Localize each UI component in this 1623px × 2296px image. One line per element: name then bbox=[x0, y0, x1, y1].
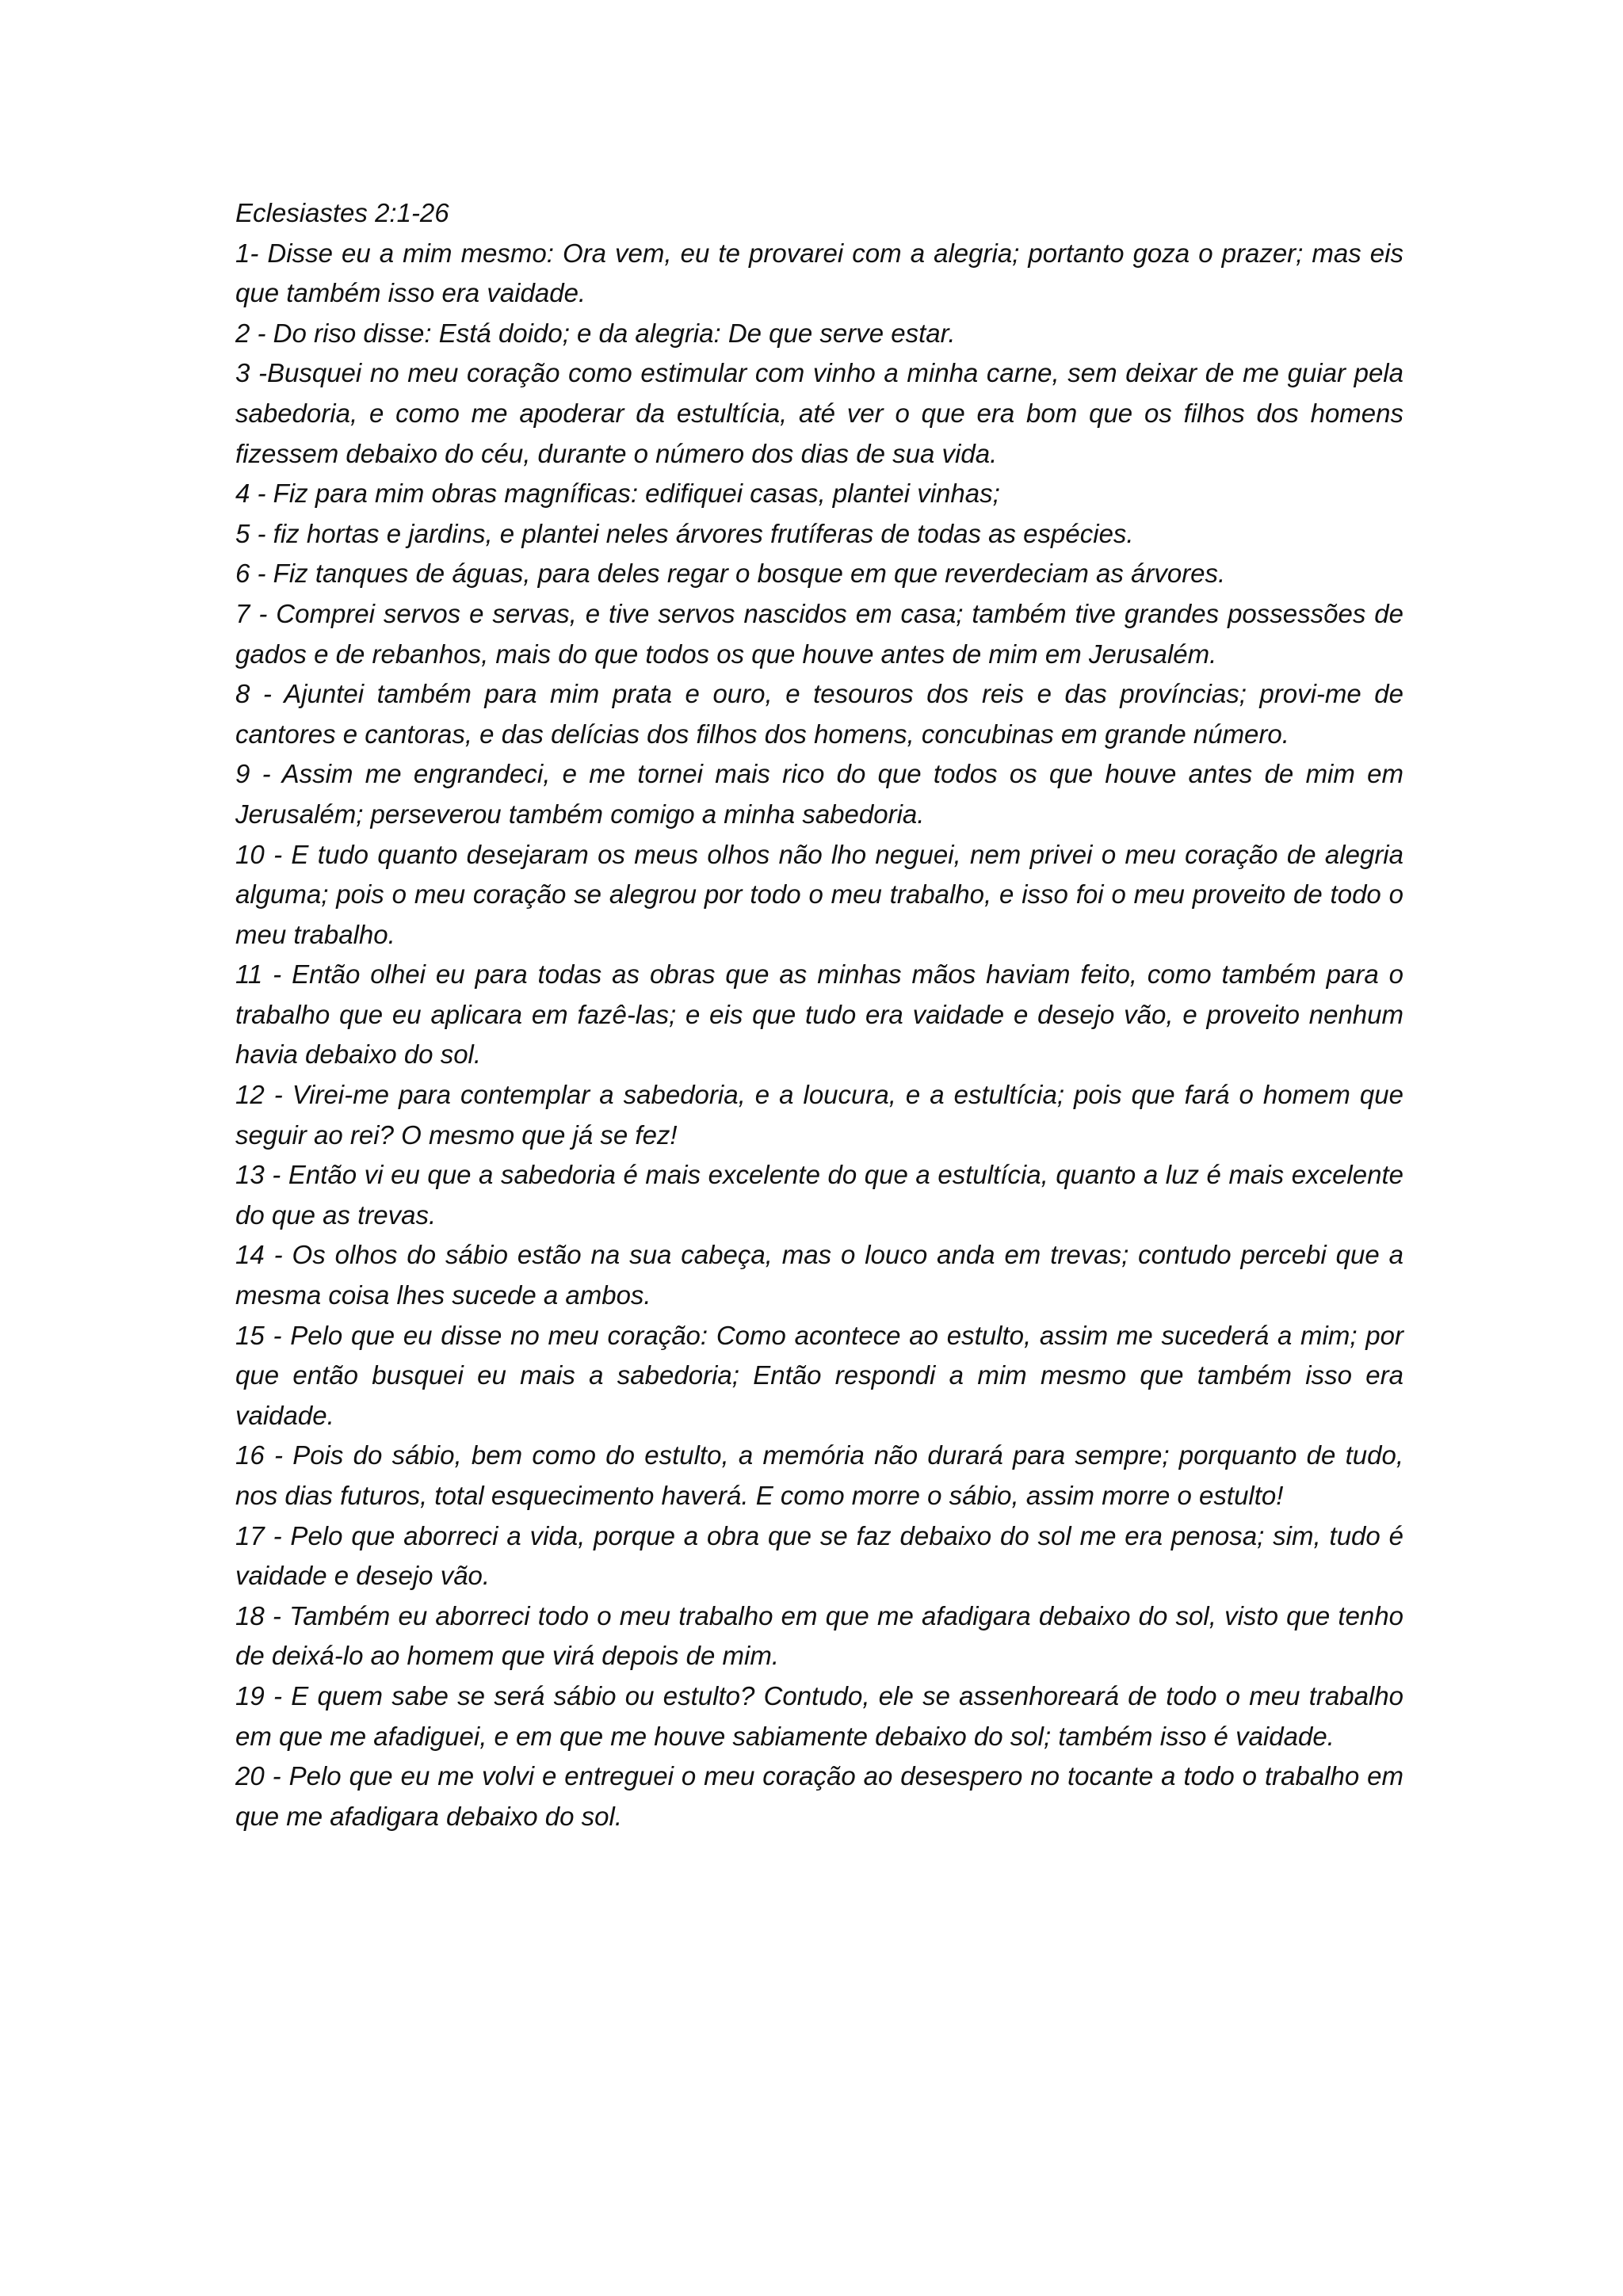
verse-12: 12 - Virei-me para contemplar a sabedoria, e a loucura, e a estultícia; pois que fará o homem que seguir ao rei? O mesmo que já se fez! bbox=[235, 1080, 1403, 1150]
verse-5: 5 - fiz hortas e jardins, e plantei neles árvores frutíferas de todas as espécies. bbox=[235, 518, 1134, 548]
verse-13: 13 - Então vi eu que a sabedoria é mais excelente do que a estultícia, quanto a luz é mais excelente do que as trevas. bbox=[235, 1160, 1403, 1230]
verse-4: 4 - Fiz para mim obras magníficas: edifiquei casas, plantei vinhas; bbox=[235, 479, 1000, 509]
verse-8: 8 - Ajuntei também para mim prata e ouro, e tesouros dos reis e das províncias; provi-me de cantores e cantoras, e das delícias dos filhos dos homens, concubinas em grande número. bbox=[235, 679, 1403, 749]
verse-20: 20 - Pelo que eu me volvi e entreguei o meu coração ao desespero no tocante a todo o trabalho em que me afadigara debaixo do sol. bbox=[235, 1761, 1403, 1831]
verse-17: 17 - Pelo que aborreci a vida, porque a obra que se faz debaixo do sol me era penosa; sim, tudo é vaidade e desejo vão. bbox=[235, 1520, 1403, 1591]
verse-3: 3 -Busquei no meu coração como estimular com vinho a minha carne, sem deixar de me guiar pela sabedoria, e como me apoderar da estultícia, até ver o que era bom que os filhos dos homens fizessem debaixo do céu, durante o número dos dias de sua vida. bbox=[235, 358, 1403, 468]
verse-2: 2 - Do riso disse: Está doido; e da alegria: De que serve estar. bbox=[235, 318, 956, 348]
verse-1: 1- Disse eu a mim mesmo: Ora vem, eu te provarei com a alegria; portanto goza o prazer; mas eis que também isso era vaidade. bbox=[235, 238, 1403, 308]
verse-11: 11 - Então olhei eu para todas as obras que as minhas mãos haviam feito, como também para o trabalho que eu aplicara em fazê-las; e eis que tudo era vaidade e desejo vão, e proveito nenhum havia debaixo do sol. bbox=[235, 959, 1403, 1070]
verse-7: 7 - Comprei servos e servas, e tive servos nascidos em casa; também tive grandes possessões de gados e de rebanhos, mais do que todos os que houve antes de mim em Jerusalém. bbox=[235, 598, 1403, 669]
verse-19: 19 - E quem sabe se será sábio ou estulto? Contudo, ele se assenhoreará de todo o meu trabalho em que me afadiguei, e em que me houve sabiamente debaixo do sol; também isso é vaidade. bbox=[235, 1680, 1403, 1751]
verse-9: 9 - Assim me engrandeci, e me tornei mais rico do que todos os que houve antes de mim em Jerusalém; perseverou também comigo a minha sabedoria. bbox=[235, 759, 1403, 829]
verse-6: 6 - Fiz tanques de águas, para deles regar o bosque em que reverdeciam as árvores. bbox=[235, 559, 1226, 589]
verse-18: 18 - Também eu aborreci todo o meu trabalho em que me afadigara debaixo do sol, visto que tenho de deixá-lo ao homem que virá depois de mim. bbox=[235, 1600, 1403, 1671]
verse-14: 14 - Os olhos do sábio estão na sua cabeça, mas o louco anda em trevas; contudo percebi que a mesma coisa lhes sucede a ambos. bbox=[235, 1240, 1403, 1310]
document-title: Eclesiastes 2:1-26 bbox=[235, 198, 449, 227]
document-text bbox=[235, 193, 1403, 1836]
verse-15: 15 - Pelo que eu disse no meu coração: Como acontece ao estulto, assim me sucederá a mim; por que então busquei eu mais a sabedoria; Então respondi a mim mesmo que também isso era vaidade. bbox=[235, 1320, 1403, 1430]
verse-16: 16 - Pois do sábio, bem como do estulto, a memória não durará para sempre; porquanto de tudo, nos dias futuros, total esquecimento haverá. E como morre o sábio, assim morre o estulto! bbox=[235, 1440, 1403, 1510]
verse-10: 10 - E tudo quanto desejaram os meus olhos não lho neguei, nem privei o meu coração de alegria alguma; pois o meu coração se alegrou por todo o meu trabalho, e isso foi o meu proveito de todo o meu trabalho. bbox=[235, 839, 1403, 949]
